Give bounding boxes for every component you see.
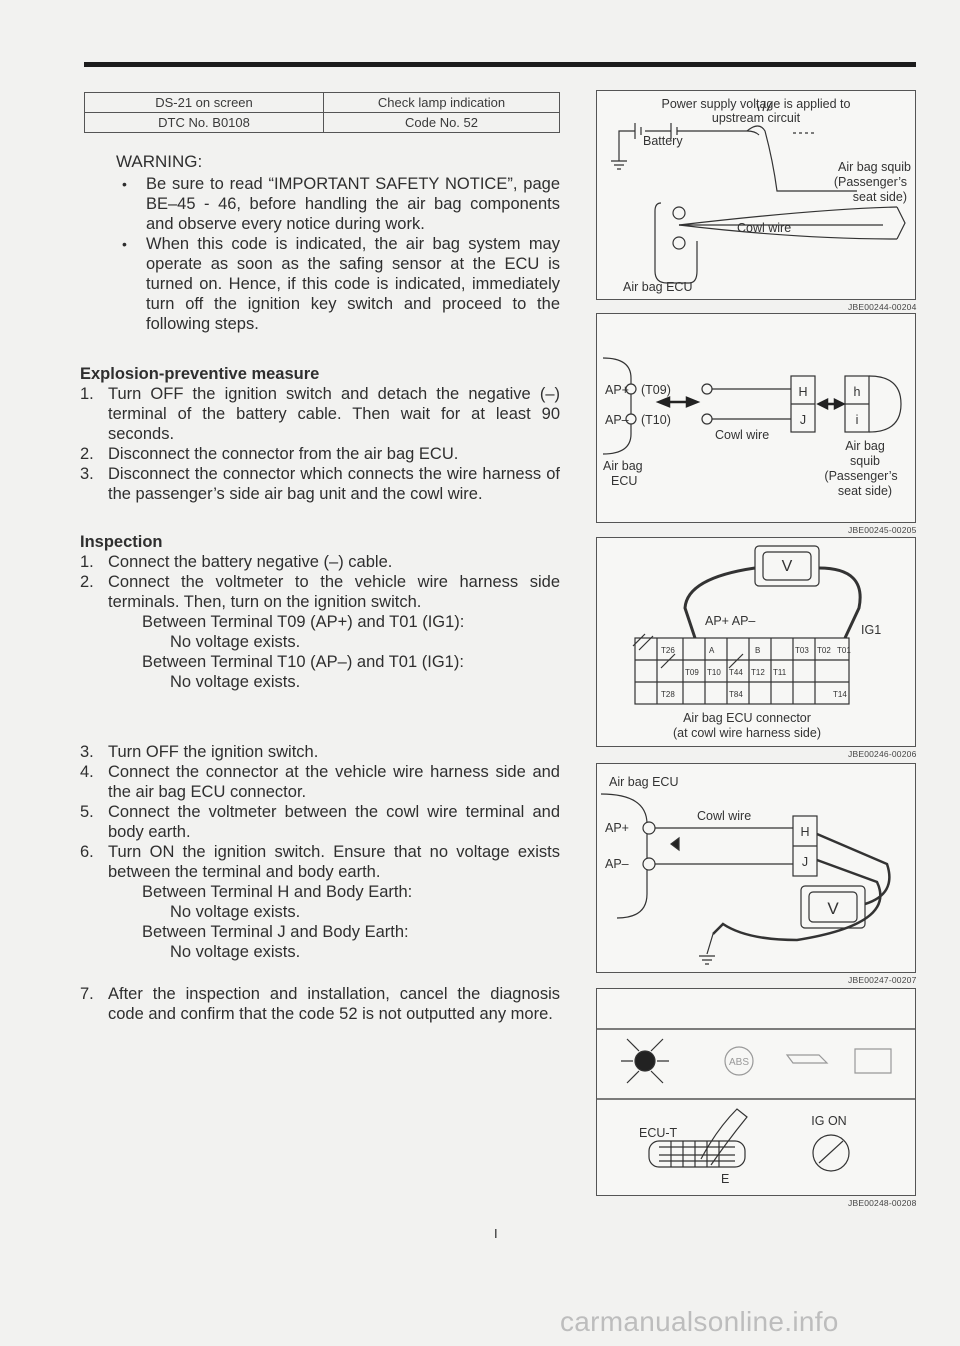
ecu-connector-diagram bbox=[597, 538, 915, 746]
ap-minus-pin-icon bbox=[643, 858, 655, 870]
cowl-wire-label: Cowl wire bbox=[697, 809, 752, 823]
t10-label: (T10) bbox=[641, 413, 671, 427]
procedure-text bbox=[80, 152, 560, 1024]
ecu-outline bbox=[601, 794, 647, 918]
warning-list bbox=[116, 174, 560, 334]
warning-block bbox=[116, 152, 560, 334]
squib-label-3: seat side) bbox=[852, 190, 907, 204]
check-result: No voltage exists. bbox=[170, 673, 301, 691]
voltmeter-label: V bbox=[781, 558, 793, 575]
battery-wire bbox=[619, 123, 759, 151]
check-label: Between Terminal T10 (AP–) and T01 (IG1): bbox=[142, 653, 464, 671]
dtc-col1-value: DTC No. B0108 bbox=[85, 113, 324, 133]
ignition-key-slot bbox=[819, 1141, 843, 1163]
cowl-wire-label: Cowl wire bbox=[715, 428, 770, 442]
step-item bbox=[80, 802, 560, 842]
dtc-col1-header: DS-21 on screen bbox=[85, 93, 324, 113]
pin-t03: T03 bbox=[795, 646, 809, 655]
cowl-wire-label: Cowl wire bbox=[737, 221, 792, 235]
dtc-col2-value: Code No. 52 bbox=[324, 113, 560, 133]
fig3-code: JBE00246-00206 bbox=[848, 749, 917, 759]
step-number: 1. bbox=[80, 385, 94, 403]
step-item bbox=[80, 742, 560, 762]
step-number: 7. bbox=[80, 985, 94, 1003]
step-text: Disconnect the connector which connects the wire harness of the passenger’s side air bag unit and the cowl wire. bbox=[108, 465, 560, 503]
pin-b: B bbox=[755, 646, 761, 655]
figure-diagnosis-cancel bbox=[596, 988, 916, 1196]
check-label: Between Terminal J and Body Earth: bbox=[142, 923, 409, 941]
h-small-label: h bbox=[853, 385, 861, 399]
dtc-col2-header: Check lamp indication bbox=[324, 93, 560, 113]
watermark: carmanualsonline.info bbox=[560, 1306, 839, 1337]
pin-t10: T10 bbox=[707, 668, 721, 677]
squib-label-2: squib bbox=[850, 454, 880, 468]
step-item bbox=[80, 984, 560, 1024]
step-number: 3. bbox=[80, 743, 94, 761]
step-number: 6. bbox=[80, 843, 94, 861]
ap-minus-label: AP– bbox=[605, 413, 629, 427]
ecu-label: Air bag ECU bbox=[623, 280, 693, 294]
explosion-title: Explosion-preventive measure bbox=[80, 365, 320, 383]
airbag-warning-icon bbox=[635, 1051, 655, 1071]
j-terminal-label: J bbox=[801, 855, 809, 869]
step-number: 3. bbox=[80, 465, 94, 483]
h-terminal-label: H bbox=[798, 385, 808, 399]
e-terminal-label: E bbox=[721, 1172, 730, 1186]
squib-label-1: Air bag bbox=[845, 439, 885, 453]
check-label: Between Terminal T09 (AP+) and T01 (IG1): bbox=[142, 613, 465, 631]
figure-body-earth-check bbox=[596, 763, 916, 973]
step-number: 5. bbox=[80, 803, 94, 821]
inspection-title: Inspection bbox=[80, 533, 163, 551]
ground-symbol bbox=[611, 151, 627, 169]
step-text: Connect the voltmeter to the vehicle wire harness side terminals. Then, turn on the ignition switch. bbox=[108, 573, 560, 611]
ecu-label-1: Air bag bbox=[603, 459, 643, 473]
fig1-code: JBE00244-00204 bbox=[848, 302, 917, 312]
warning-item: • Be sure to read “IMPORTANT SAFETY NOTICE”, page BE–45 - 46, before handling the air bag components and observe every notice during work. bbox=[116, 174, 560, 234]
ecut-label: ECU-T bbox=[639, 1126, 678, 1140]
fig2-code: JBE00245-00205 bbox=[848, 525, 917, 535]
fig5-code: JBE00248-00208 bbox=[848, 1198, 917, 1208]
step-number: 4. bbox=[80, 763, 94, 781]
pin-t09: T09 bbox=[685, 668, 699, 677]
t10-pin-icon bbox=[702, 414, 712, 424]
pin-t28: T28 bbox=[661, 690, 675, 699]
check-result: No voltage exists. bbox=[170, 633, 301, 651]
ig1-label: IG1 bbox=[861, 623, 882, 637]
ap-plus-label: AP+ bbox=[605, 821, 629, 835]
inspection-steps-c bbox=[80, 984, 560, 1024]
ignition-key-icon bbox=[813, 1135, 849, 1171]
jumper-wire-icon bbox=[701, 1109, 747, 1165]
figure-power-supply bbox=[596, 90, 916, 300]
step-text: Disconnect the connector from the air bag ECU. bbox=[108, 445, 459, 463]
power-supply-diagram bbox=[597, 91, 915, 299]
step-number: 1. bbox=[80, 553, 94, 571]
squib-label-4: seat side) bbox=[837, 484, 893, 498]
pin-a: A bbox=[709, 646, 715, 655]
step-item bbox=[80, 572, 560, 612]
battery-label: Battery bbox=[643, 134, 683, 148]
step-text: After the inspection and installation, cancel the diagnosis code and confirm that the code 52 is not outputted any more. bbox=[108, 985, 560, 1023]
check-result: No voltage exists. bbox=[170, 943, 301, 961]
step-text: Turn OFF the ignition switch. bbox=[108, 743, 319, 761]
squib-label-3: (Passenger’s bbox=[824, 469, 898, 483]
oil-lamp-icon bbox=[787, 1055, 827, 1063]
diag-pins bbox=[659, 1141, 735, 1167]
pin-t44: T44 bbox=[729, 668, 743, 677]
abs-label: ABS bbox=[728, 1057, 750, 1068]
t09-pin-icon bbox=[702, 384, 712, 394]
figure-ecu-connector bbox=[596, 537, 916, 747]
diag-connector-icon bbox=[649, 1141, 745, 1167]
t09-label: (T09) bbox=[641, 383, 671, 397]
ap-plus-pin-icon bbox=[643, 822, 655, 834]
step-item bbox=[80, 384, 560, 444]
step-text: Connect the battery negative (–) cable. bbox=[108, 553, 393, 571]
check-result: No voltage exists. bbox=[170, 903, 301, 921]
cowl-end bbox=[897, 207, 905, 239]
mate-arrow-icon bbox=[659, 398, 697, 406]
ecu-label-2: ECU bbox=[611, 474, 638, 488]
fig1-caption-1: Power supply voltage is applied to bbox=[661, 97, 851, 111]
step-text: Turn ON the ignition switch. Ensure that no voltage exists between the terminal and body earth. bbox=[108, 843, 560, 881]
step-text: Connect the connector at the vehicle wire harness side and the air bag ECU connector. bbox=[108, 763, 560, 801]
pin-t12: T12 bbox=[751, 668, 765, 677]
step-item bbox=[80, 762, 560, 802]
connector-pin-icon bbox=[673, 237, 685, 249]
fig1-caption-2: upstream circuit bbox=[711, 111, 801, 125]
step-item bbox=[80, 552, 560, 572]
squib-label-1: Air bag squib bbox=[838, 160, 911, 174]
explosion-steps bbox=[80, 384, 560, 504]
diagnosis-cancel-diagram bbox=[597, 989, 915, 1195]
mate-arrow-icon bbox=[819, 400, 843, 408]
engine-lamp-icon bbox=[855, 1049, 891, 1073]
page-number: I bbox=[494, 1226, 498, 1241]
pin-t02: T02 bbox=[817, 646, 831, 655]
probe-label: AP+ AP– bbox=[705, 614, 756, 628]
connector-pin-icon bbox=[673, 207, 685, 219]
ground-symbol bbox=[699, 934, 715, 964]
inspection-steps-a bbox=[80, 552, 560, 612]
h-terminal-label: H bbox=[800, 825, 810, 839]
dtc-table bbox=[84, 92, 560, 133]
arrow-icon bbox=[671, 838, 679, 850]
inspection-steps-b bbox=[80, 742, 560, 882]
header-rule bbox=[84, 62, 916, 67]
ap-minus-label: AP– bbox=[605, 857, 629, 871]
step-item bbox=[80, 464, 560, 504]
ecu-label: Air bag ECU bbox=[609, 775, 679, 789]
ap-plus-label: AP+ bbox=[605, 383, 629, 397]
j-terminal-label: J bbox=[799, 413, 807, 427]
warning-item: • When this code is indicated, the air bag system may operate as soon as the safing sensor at the ECU is turned on. Hence, if this code is indicated, immediately turn off the ignition key switch and proceed to the following steps. bbox=[116, 234, 560, 334]
i-small-label: i bbox=[855, 413, 859, 427]
body-earth-diagram bbox=[597, 764, 915, 972]
fig3-caption-2: (at cowl wire harness side) bbox=[673, 726, 821, 740]
step-number: 2. bbox=[80, 573, 94, 591]
fig3-caption-1: Air bag ECU connector bbox=[683, 711, 811, 725]
step-item bbox=[80, 842, 560, 882]
step-text: Connect the voltmeter between the cowl wire terminal and body earth. bbox=[108, 803, 560, 841]
pin-t26: T26 bbox=[661, 646, 675, 655]
step-text: Turn OFF the ignition switch and detach the negative (–) terminal of the battery cable. Then wait for at least 90 seconds. bbox=[108, 385, 560, 443]
step-number: 2. bbox=[80, 445, 94, 463]
pin-t11: T11 bbox=[773, 668, 787, 677]
cowl-wires bbox=[712, 389, 791, 419]
fig4-code: JBE00247-00207 bbox=[848, 975, 917, 985]
ecu-outline bbox=[603, 358, 631, 454]
step-item bbox=[80, 444, 560, 464]
pin-t14: T14 bbox=[833, 690, 847, 699]
squib-label-2: (Passenger’s bbox=[833, 175, 907, 189]
squib-outline bbox=[869, 376, 901, 432]
voltmeter-label: V bbox=[827, 899, 839, 918]
connector-circuit-diagram bbox=[597, 314, 915, 522]
pin-t84: T84 bbox=[729, 690, 743, 699]
pin-t01: T01 bbox=[837, 646, 851, 655]
figure-connector-circuit bbox=[596, 313, 916, 523]
ig-on-label: IG ON bbox=[811, 1114, 847, 1128]
warning-title: WARNING: bbox=[116, 152, 203, 171]
check-label: Between Terminal H and Body Earth: bbox=[142, 883, 413, 901]
